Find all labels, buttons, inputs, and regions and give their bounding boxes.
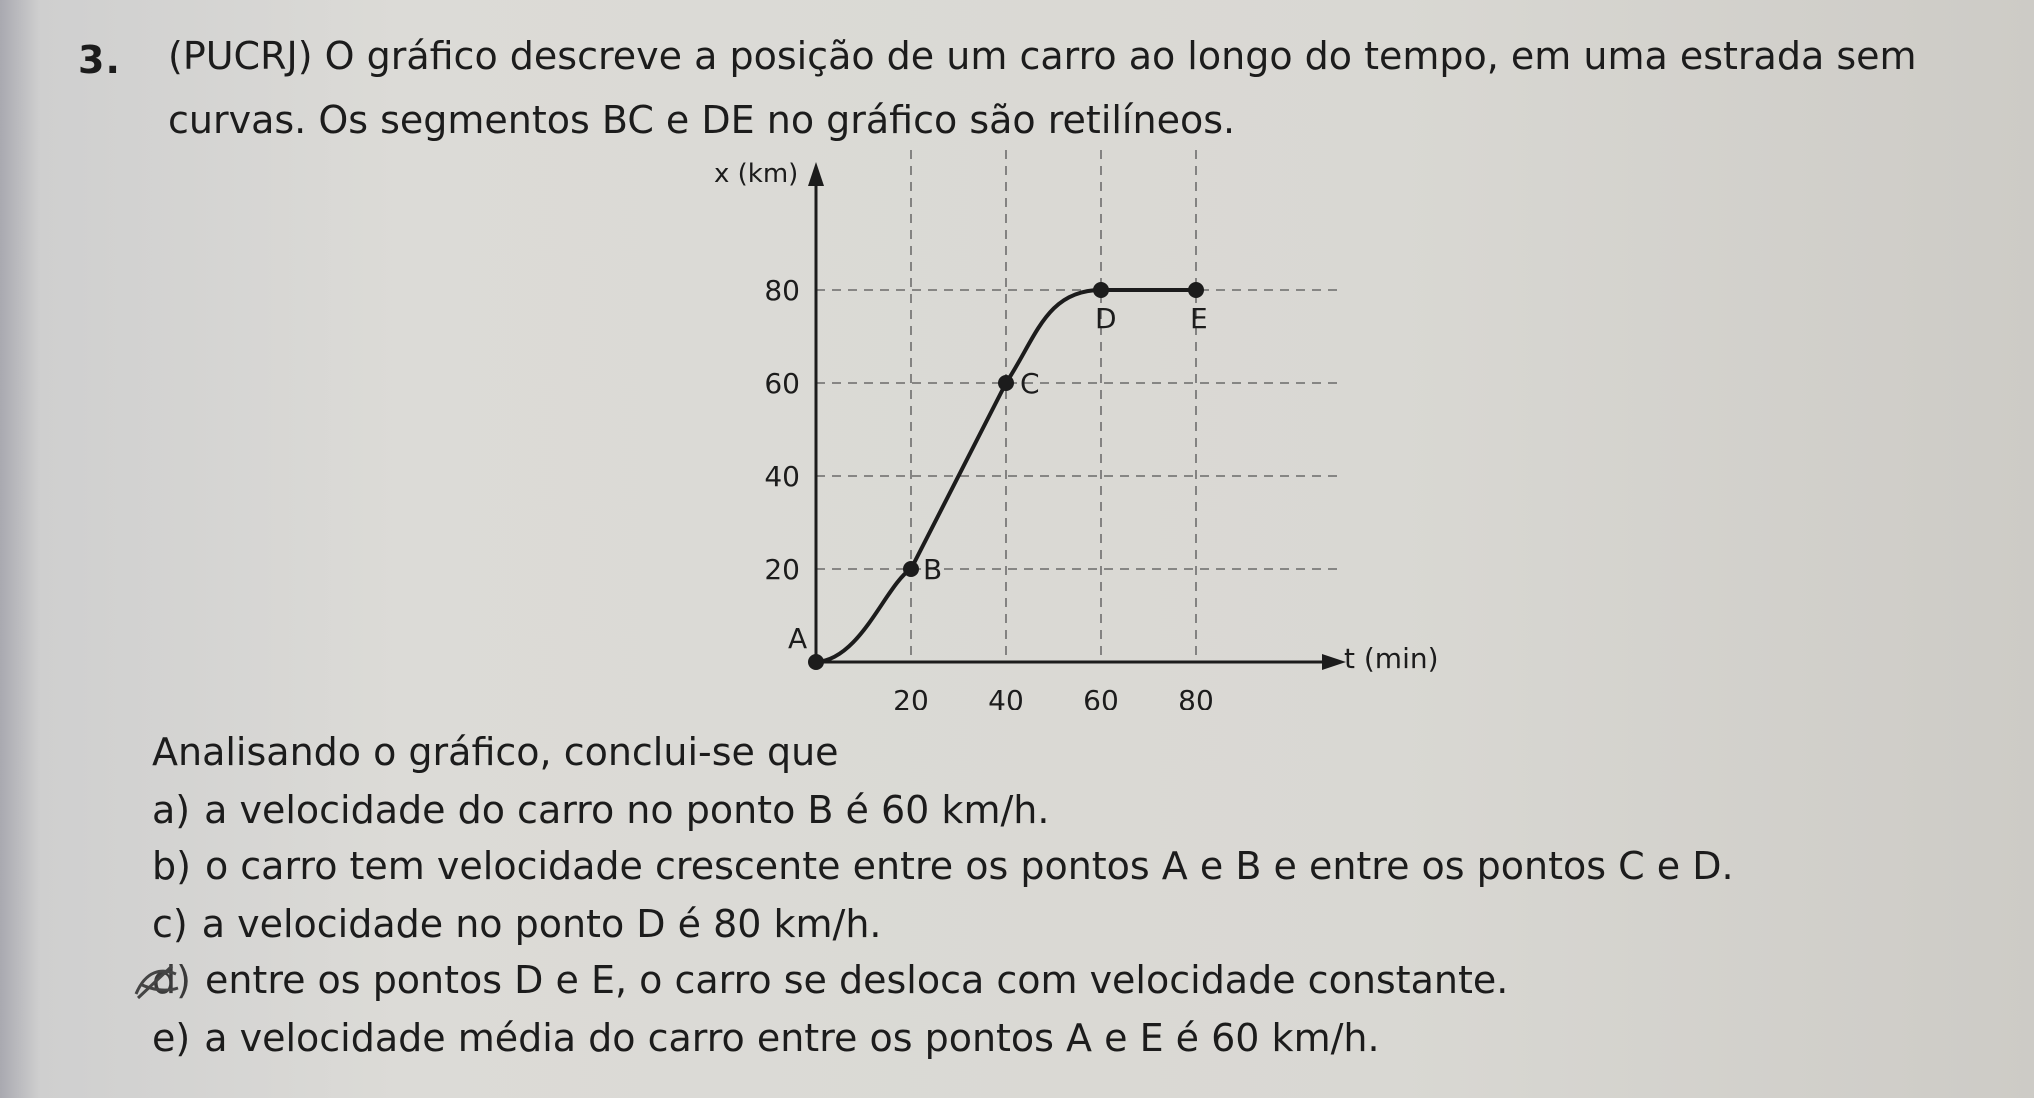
point-A-marker bbox=[808, 654, 824, 670]
option-d-letter: d) bbox=[152, 958, 191, 1002]
x-tick-label: 80 bbox=[1178, 684, 1214, 710]
point-E-label: E bbox=[1190, 302, 1208, 335]
point-E-marker bbox=[1188, 282, 1204, 298]
question-statement-line2: curvas. Os segmentos BC e DE no gráfico são retilíneos. bbox=[168, 98, 1236, 142]
pen-scribble-mark bbox=[132, 960, 182, 1002]
point-C-marker bbox=[998, 375, 1014, 391]
question-number: 3. bbox=[78, 38, 121, 82]
option-e-text: a velocidade média do carro entre os pontos A e E é 60 km/h. bbox=[204, 1016, 1380, 1060]
position-time-chart bbox=[690, 150, 1450, 710]
point-D-marker bbox=[1093, 282, 1109, 298]
option-d bbox=[152, 958, 1508, 1002]
option-b-text: o carro tem velocidade crescente entre os pontos A e B e entre os pontos C e D. bbox=[204, 844, 1734, 888]
point-A-label: A bbox=[788, 622, 808, 655]
point-B-label: B bbox=[923, 553, 943, 586]
y-tick-label: 60 bbox=[764, 367, 800, 400]
option-c-letter: c) bbox=[152, 902, 188, 946]
point-B-marker bbox=[903, 561, 919, 577]
y-tick-label: 40 bbox=[764, 460, 800, 493]
y-tick-label: 80 bbox=[764, 274, 800, 307]
x-axis-label: t (min) bbox=[1344, 642, 1439, 675]
option-b bbox=[152, 844, 1734, 888]
point-D-label: D bbox=[1095, 302, 1117, 335]
point-C-label: C bbox=[1020, 367, 1040, 400]
option-c-text: a velocidade no ponto D é 80 km/h. bbox=[201, 902, 882, 946]
x-axis-arrow bbox=[1322, 654, 1346, 670]
option-c bbox=[152, 902, 882, 946]
question-statement-line1: (PUCRJ) O gráfico descreve a posição de um carro ao longo do tempo, em uma estrada sem bbox=[168, 34, 1917, 78]
option-e bbox=[152, 1016, 1380, 1060]
x-tick-label: 40 bbox=[988, 684, 1024, 710]
option-a bbox=[152, 788, 1049, 832]
y-tick-label: 20 bbox=[764, 553, 800, 586]
option-e-letter: e) bbox=[152, 1016, 191, 1060]
option-a-letter: a) bbox=[152, 788, 191, 832]
option-a-text: a velocidade do carro no ponto B é 60 km/h. bbox=[204, 788, 1050, 832]
x-tick-label: 20 bbox=[893, 684, 929, 710]
option-b-letter: b) bbox=[152, 844, 191, 888]
question-intro: Analisando o gráfico, conclui-se que bbox=[152, 730, 839, 774]
tick-labels bbox=[764, 274, 1213, 710]
x-tick-label: 60 bbox=[1083, 684, 1119, 710]
y-axis-label: x (km) bbox=[714, 159, 799, 189]
option-d-text: entre os pontos D e E, o carro se desloca com velocidade constante. bbox=[204, 958, 1509, 1002]
y-axis-arrow bbox=[808, 162, 824, 186]
